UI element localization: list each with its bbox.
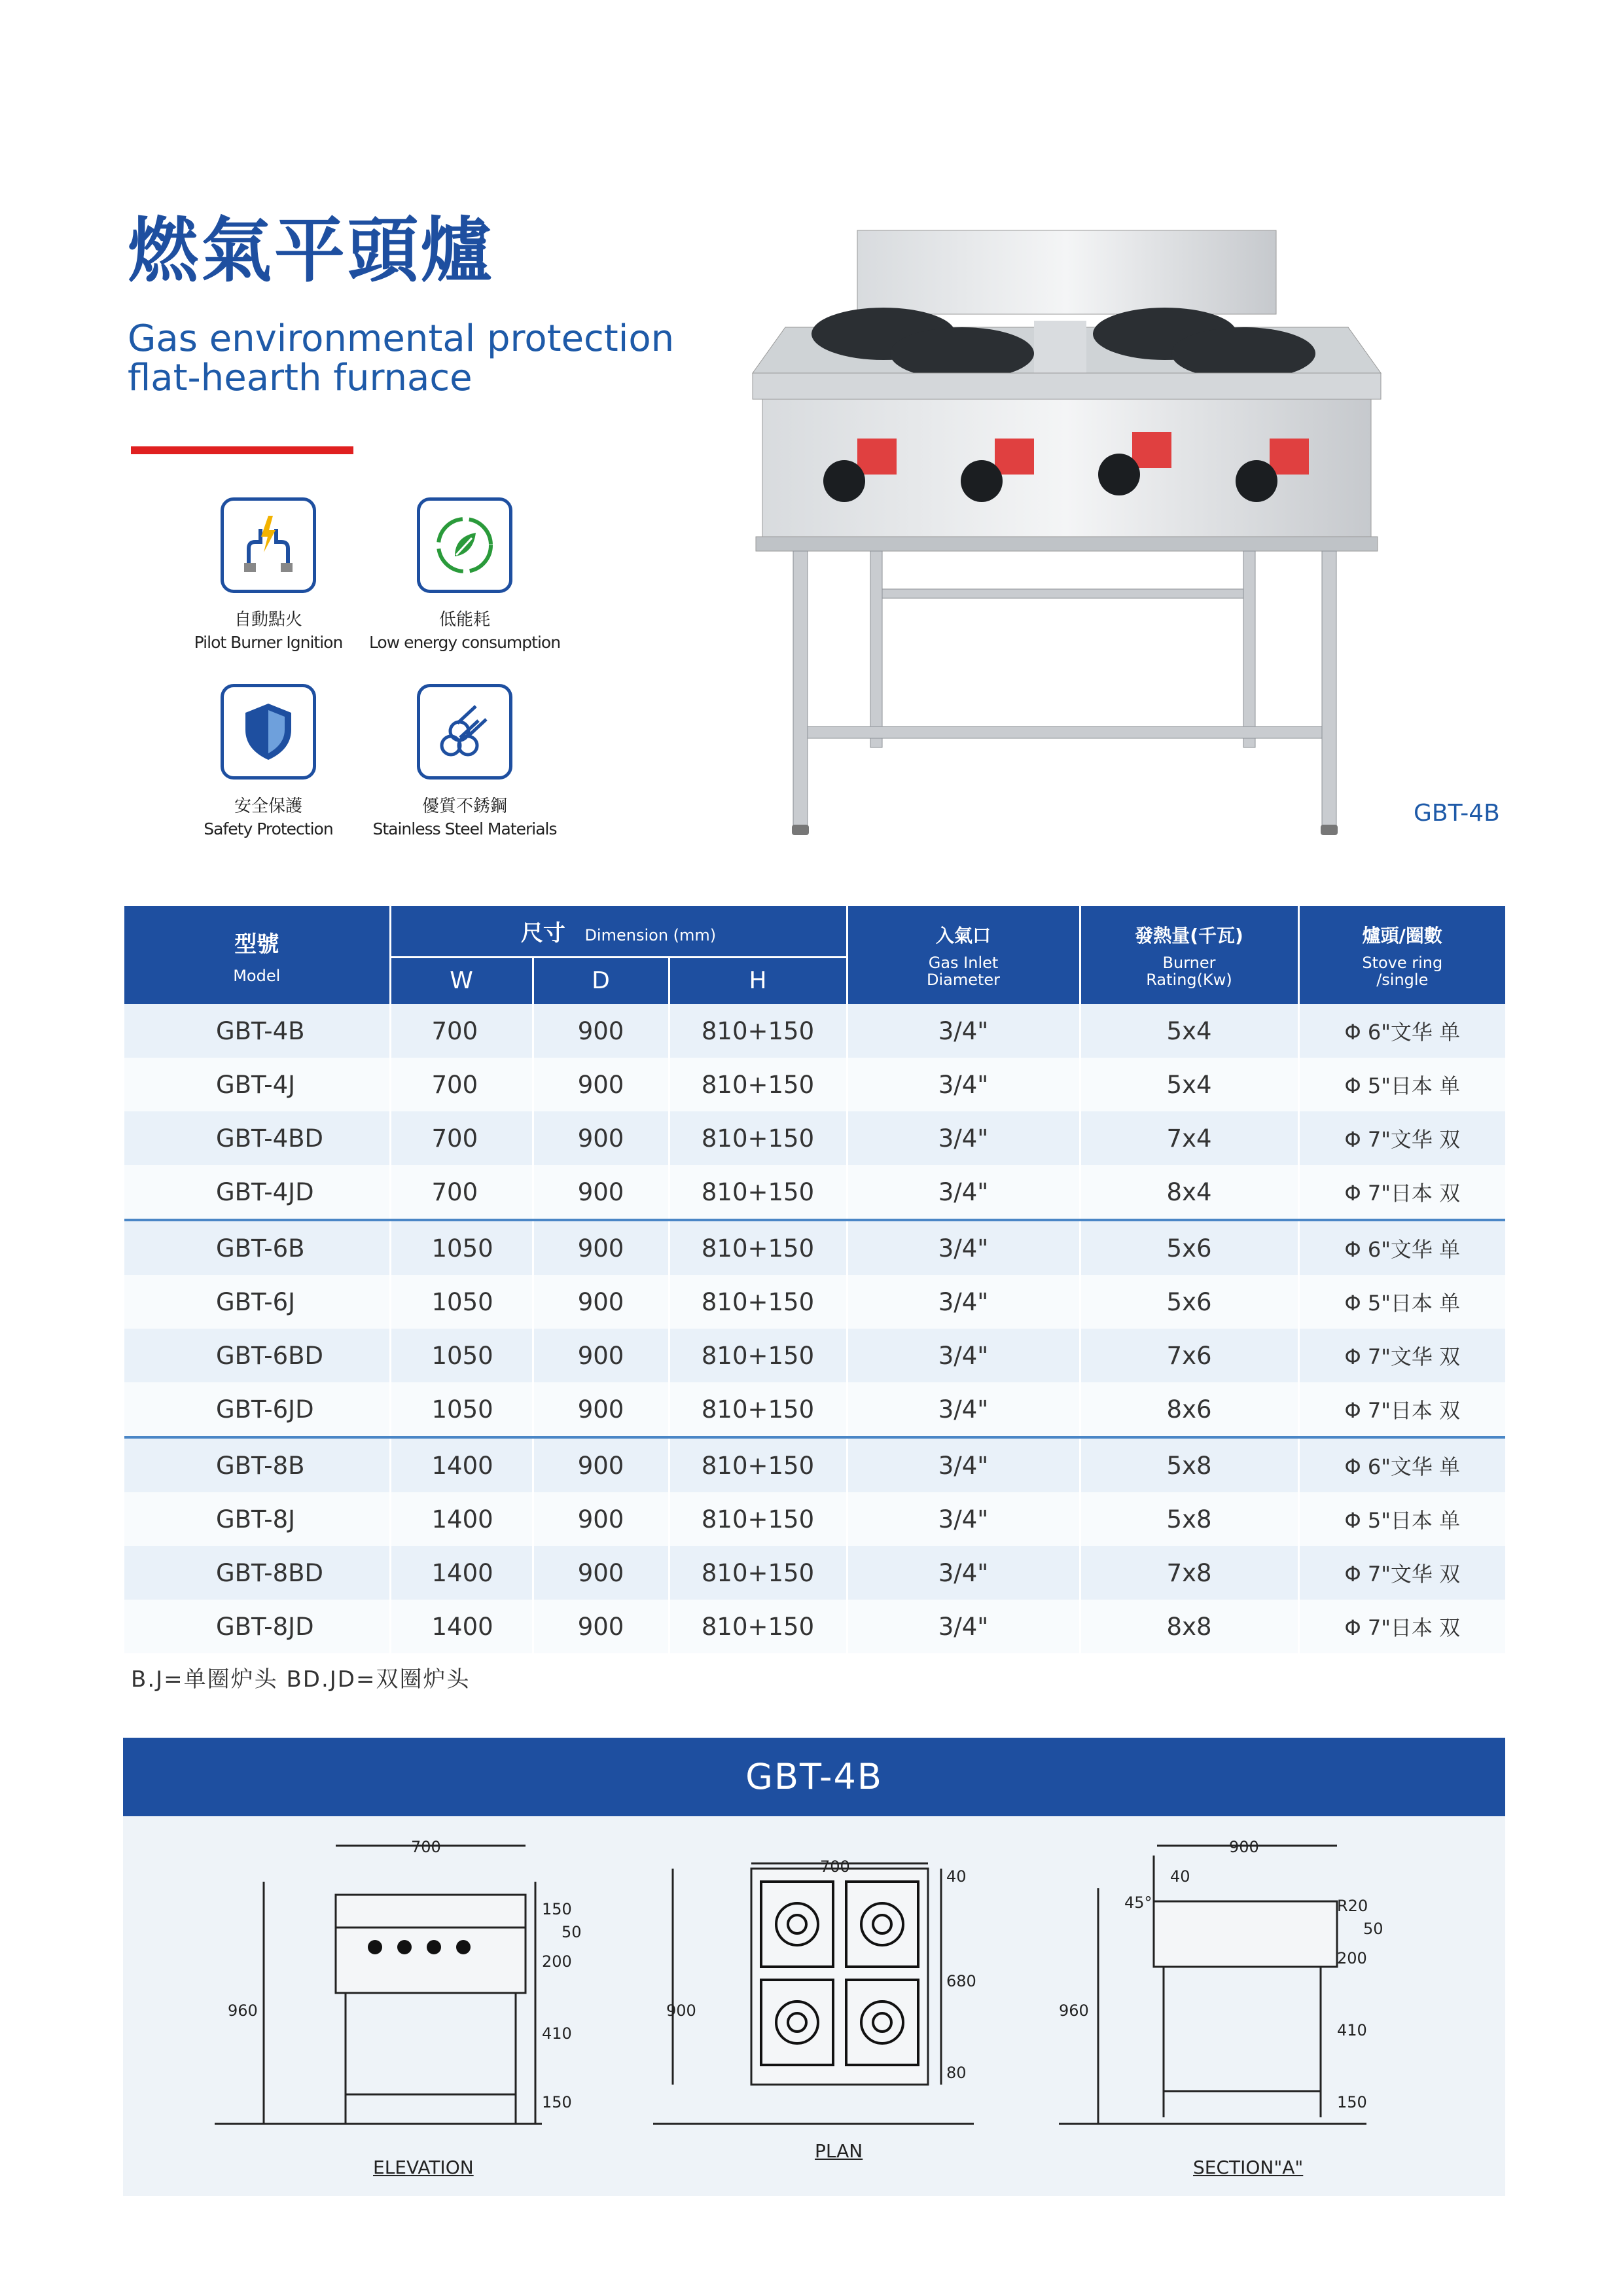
ring-note: B.J=单圈炉头 BD.JD=双圈炉头	[131, 1666, 471, 1693]
table-row	[124, 1329, 1505, 1382]
cell-gas: 3/4"	[847, 1004, 1080, 1058]
cell-h: 810+150	[669, 1165, 847, 1220]
cell-w: 1050	[390, 1220, 533, 1275]
elevation-drawing	[215, 1846, 542, 2124]
section-height-dim: 960	[1059, 2001, 1089, 2020]
cell-model: GBT-8B	[124, 1437, 390, 1492]
cell-h: 810+150	[669, 1111, 847, 1165]
cell-rating: 5x8	[1080, 1437, 1298, 1492]
cell-gas: 3/4"	[847, 1492, 1080, 1546]
header-stove-en-1: Stove ring	[1362, 954, 1443, 972]
table-row	[124, 1220, 1505, 1275]
cell-gas: 3/4"	[847, 1220, 1080, 1275]
cell-stove: Φ 5"日本 单	[1298, 1492, 1505, 1546]
header-burner-en-1: Burner	[1162, 954, 1216, 972]
cell-model: GBT-8J	[124, 1492, 390, 1546]
plan-height-dim: 900	[666, 2001, 696, 2020]
feature-label-en: Safety Protection	[204, 819, 333, 838]
cell-gas: 3/4"	[847, 1111, 1080, 1165]
plan-drawing	[653, 1863, 974, 2124]
cell-stove: Φ 7"日本 双	[1298, 1600, 1505, 1653]
steel-pipes-icon	[417, 684, 512, 780]
table-row	[124, 1437, 1505, 1492]
cell-gas: 3/4"	[847, 1275, 1080, 1329]
cell-stove: Φ 7"文华 双	[1298, 1111, 1505, 1165]
cell-h: 810+150	[669, 1546, 847, 1600]
elevation-dim-410: 410	[542, 2024, 572, 2043]
section-dim-410: 410	[1337, 2021, 1367, 2039]
cell-w: 700	[390, 1004, 533, 1058]
cell-gas: 3/4"	[847, 1329, 1080, 1382]
cell-rating: 7x8	[1080, 1546, 1298, 1600]
cell-h: 810+150	[669, 1382, 847, 1437]
plan-width-dim: 700	[820, 1857, 850, 1876]
feature-low-energy	[366, 497, 563, 652]
cell-gas: 3/4"	[847, 1600, 1080, 1653]
cell-rating: 5x6	[1080, 1275, 1298, 1329]
cell-w: 1400	[390, 1600, 533, 1653]
cell-stove: Φ 6"文华 单	[1298, 1004, 1505, 1058]
header-gas	[847, 906, 1080, 1004]
cell-rating: 5x4	[1080, 1004, 1298, 1058]
cell-model: GBT-6BD	[124, 1329, 390, 1382]
page-subtitle	[128, 319, 674, 398]
cell-d: 900	[533, 1058, 669, 1111]
cell-stove: Φ 7"日本 双	[1298, 1382, 1505, 1437]
cell-w: 1050	[390, 1382, 533, 1437]
subtitle-line-1: Gas environmental protection	[128, 317, 675, 360]
drawing-area	[123, 1816, 1505, 2196]
cell-w: 1400	[390, 1437, 533, 1492]
feature-safety	[170, 684, 366, 838]
cell-rating: 5x6	[1080, 1220, 1298, 1275]
header-gas-en-2: Diameter	[927, 971, 1001, 989]
cell-rating: 8x6	[1080, 1382, 1298, 1437]
cell-model: GBT-4JD	[124, 1165, 390, 1220]
section-dim-45: 45°	[1124, 1893, 1152, 1912]
feature-label-en: Low energy consumption	[368, 633, 561, 652]
cell-gas: 3/4"	[847, 1437, 1080, 1492]
cell-h: 810+150	[669, 1004, 847, 1058]
header-stove	[1298, 906, 1505, 1004]
cell-d: 900	[533, 1220, 669, 1275]
cell-model: GBT-6B	[124, 1220, 390, 1275]
header-stove-en-2: /single	[1376, 971, 1429, 989]
cell-stove: Φ 7"日本 双	[1298, 1165, 1505, 1220]
cell-d: 900	[533, 1546, 669, 1600]
cell-stove: Φ 6"文华 单	[1298, 1220, 1505, 1275]
elevation-dim-50: 50	[562, 1923, 582, 1941]
feature-label-en: Pilot Burner Ignition	[194, 633, 343, 652]
cell-h: 810+150	[669, 1220, 847, 1275]
header-d: D	[533, 957, 669, 1004]
header-burner-cn: 發熱量(千瓦)	[1135, 925, 1243, 946]
header-model-cn: 型號	[234, 931, 279, 958]
header-gas-en-1: Gas Inlet	[928, 954, 999, 972]
elevation-label: ELEVATION	[373, 2157, 474, 2178]
header-gas-cn: 入氣口	[936, 925, 991, 946]
cell-model: GBT-4BD	[124, 1111, 390, 1165]
cell-d: 900	[533, 1165, 669, 1220]
cell-w: 1400	[390, 1492, 533, 1546]
plan-dim-680: 680	[946, 1972, 976, 1990]
header-dimension-cn: 尺寸	[520, 920, 565, 946]
eco-leaf-icon	[417, 497, 512, 593]
table-row	[124, 1492, 1505, 1546]
cell-h: 810+150	[669, 1600, 847, 1653]
cell-rating: 8x4	[1080, 1165, 1298, 1220]
section-dim-40: 40	[1170, 1867, 1190, 1886]
section-dim-150: 150	[1337, 2093, 1367, 2111]
shield-icon	[221, 684, 316, 780]
cell-d: 900	[533, 1600, 669, 1653]
cell-rating: 7x6	[1080, 1329, 1298, 1382]
cell-model: GBT-4B	[124, 1004, 390, 1058]
cell-w: 1400	[390, 1546, 533, 1600]
table-row	[124, 1004, 1505, 1058]
header-burner	[1080, 906, 1298, 1004]
plan-dim-80: 80	[946, 2064, 967, 2082]
cell-model: GBT-4J	[124, 1058, 390, 1111]
cell-stove: Φ 7"文华 双	[1298, 1329, 1505, 1382]
page-title: 燃氣平頭爐	[128, 210, 495, 292]
cell-d: 900	[533, 1329, 669, 1382]
product-model-tag: GBT-4B	[1414, 800, 1500, 827]
section-dim-r20: R20	[1337, 1897, 1368, 1915]
cell-d: 900	[533, 1382, 669, 1437]
feature-label-cn: 低能耗	[438, 610, 490, 630]
cell-rating: 5x8	[1080, 1492, 1298, 1546]
cell-rating: 8x8	[1080, 1600, 1298, 1653]
elevation-height-dim: 960	[228, 2001, 258, 2020]
cell-h: 810+150	[669, 1275, 847, 1329]
cell-d: 900	[533, 1111, 669, 1165]
cell-h: 810+150	[669, 1437, 847, 1492]
cell-rating: 7x4	[1080, 1111, 1298, 1165]
header-h: H	[669, 957, 847, 1004]
subtitle-line-2: flat-hearth furnace	[128, 357, 473, 399]
feature-label-en: Stainless Steel Materials	[372, 819, 557, 838]
header-model	[124, 906, 390, 1004]
feature-label-cn: 安全保護	[234, 797, 302, 816]
table-row	[124, 1275, 1505, 1329]
section-label: SECTION"A"	[1193, 2157, 1304, 2178]
header-model-en: Model	[233, 966, 281, 985]
feature-label-cn: 自動點火	[234, 610, 302, 630]
table-row	[124, 1058, 1505, 1111]
feature-ignition	[170, 497, 366, 652]
header-dimension	[390, 906, 847, 957]
cell-stove: Φ 5"日本 单	[1298, 1058, 1505, 1111]
cell-h: 810+150	[669, 1492, 847, 1546]
header-burner-en-2: Rating(Kw)	[1146, 971, 1232, 989]
cell-h: 810+150	[669, 1058, 847, 1111]
elevation-dim-150b: 150	[542, 2093, 572, 2111]
spec-table	[124, 906, 1505, 1653]
cell-stove: Φ 6"文华 单	[1298, 1437, 1505, 1492]
header-dimension-en: Dimension (mm)	[584, 925, 717, 944]
cell-model: GBT-8JD	[124, 1600, 390, 1653]
drawing-title-bar: GBT-4B	[123, 1738, 1505, 1816]
elevation-dim-150: 150	[542, 1900, 572, 1918]
cell-model: GBT-8BD	[124, 1546, 390, 1600]
cell-rating: 5x4	[1080, 1058, 1298, 1111]
cell-model: GBT-6JD	[124, 1382, 390, 1437]
title-underline	[131, 446, 353, 454]
technical-drawings	[123, 1816, 1505, 2196]
table-row	[124, 1382, 1505, 1437]
cell-w: 1050	[390, 1329, 533, 1382]
section-drawing	[1059, 1846, 1366, 2124]
feature-label-cn: 優質不銹鋼	[421, 797, 507, 816]
product-image	[746, 223, 1387, 851]
cell-d: 900	[533, 1275, 669, 1329]
cell-gas: 3/4"	[847, 1382, 1080, 1437]
section-width-dim: 900	[1229, 1838, 1259, 1856]
ignition-icon	[221, 497, 316, 593]
cell-model: GBT-6J	[124, 1275, 390, 1329]
cell-gas: 3/4"	[847, 1058, 1080, 1111]
cell-w: 1050	[390, 1275, 533, 1329]
cell-d: 900	[533, 1437, 669, 1492]
cell-h: 810+150	[669, 1329, 847, 1382]
cell-d: 900	[533, 1004, 669, 1058]
cell-gas: 3/4"	[847, 1546, 1080, 1600]
cell-w: 700	[390, 1165, 533, 1220]
feature-stainless	[366, 684, 563, 838]
cell-stove: Φ 5"日本 单	[1298, 1275, 1505, 1329]
cell-stove: Φ 7"文华 双	[1298, 1546, 1505, 1600]
table-row	[124, 1546, 1505, 1600]
table-row	[124, 1111, 1505, 1165]
elevation-dim-200: 200	[542, 1952, 572, 1971]
table-row	[124, 1600, 1505, 1653]
cell-w: 700	[390, 1058, 533, 1111]
cell-gas: 3/4"	[847, 1165, 1080, 1220]
section-dim-50: 50	[1363, 1920, 1383, 1938]
cell-d: 900	[533, 1492, 669, 1546]
plan-dim-40: 40	[946, 1867, 967, 1886]
section-dim-200: 200	[1337, 1949, 1367, 1967]
header-stove-cn: 爐頭/圈數	[1362, 925, 1442, 946]
plan-label: PLAN	[815, 2140, 863, 2162]
table-row	[124, 1165, 1505, 1220]
header-w: W	[390, 957, 533, 1004]
cell-w: 700	[390, 1111, 533, 1165]
elevation-width-dim: 700	[411, 1838, 441, 1856]
